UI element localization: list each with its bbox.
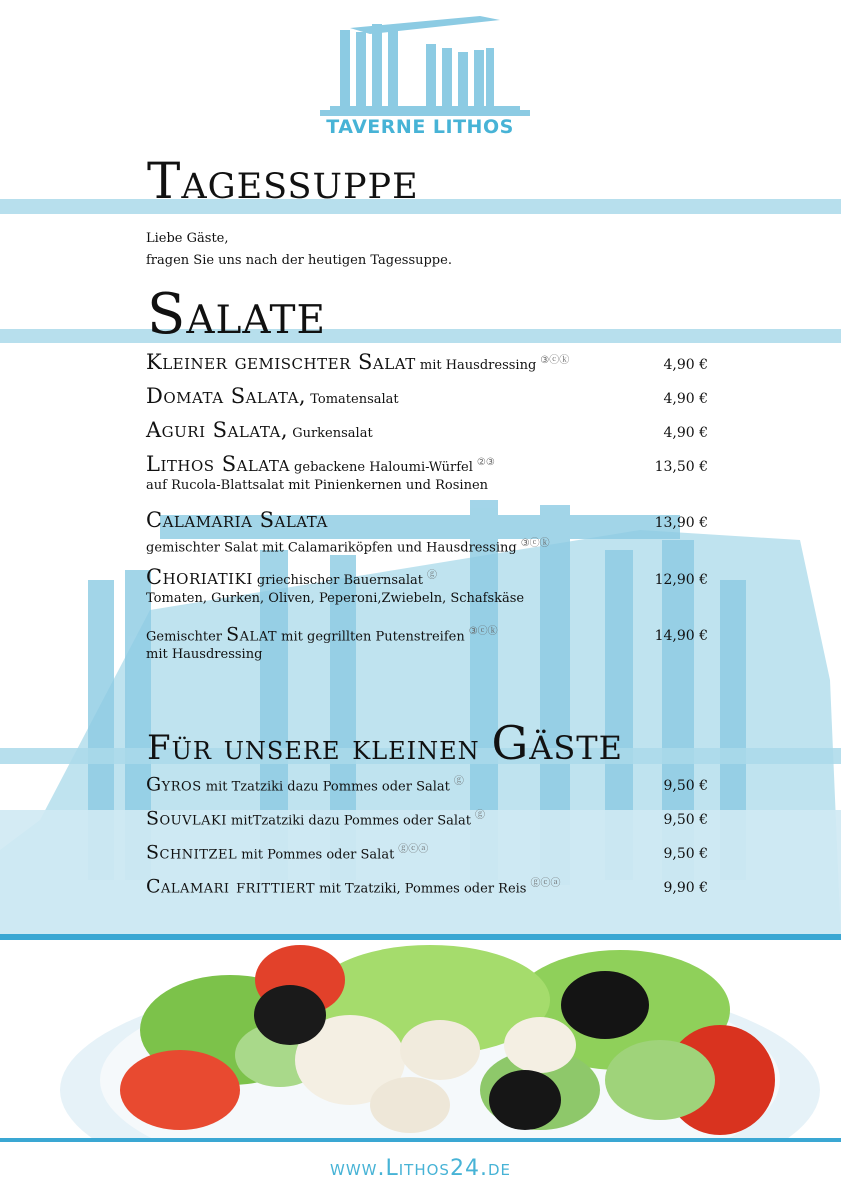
allergen-marks: ⓖ xyxy=(475,810,486,821)
item-name: Domata Salata, xyxy=(146,384,307,408)
item-description: mit gegrillten Putenstreifen xyxy=(277,629,465,645)
kids-item xyxy=(146,840,708,863)
item-name: Gyros xyxy=(146,773,202,796)
salad-item xyxy=(146,452,708,493)
kids-item xyxy=(146,772,708,795)
item-description: Gurkensalat xyxy=(288,426,373,441)
salads-heading: Salate xyxy=(147,282,326,347)
item-price: 9,50 € xyxy=(663,778,708,795)
salad-item xyxy=(146,384,708,408)
item-name: Choriatiki xyxy=(146,565,253,589)
salad-item xyxy=(146,508,708,555)
salad-item xyxy=(146,565,708,606)
soup-heading: Tagessuppe xyxy=(147,152,419,210)
item-description: Tomatensalat xyxy=(306,392,399,407)
item-price: 14,90 € xyxy=(654,628,708,645)
item-description: gebackene Haloumi-Würfel xyxy=(289,460,473,475)
item-description-line2: mit Hausdressing xyxy=(146,647,263,663)
allergen-marks: ⓖ xyxy=(453,776,464,787)
item-price: 4,90 € xyxy=(663,425,708,441)
allergen-marks: ②③ xyxy=(476,456,495,468)
item-description-line2: Tomaten, Gurken, Oliven, Peperoni,Zwiebeln, Schafskäse xyxy=(146,591,525,606)
website-url[interactable]: www.Lithos24.de xyxy=(330,1156,511,1181)
kids-item xyxy=(146,874,708,897)
item-name: Schnitzel xyxy=(146,841,238,864)
allergen-marks: ③ⓒⓚ xyxy=(468,626,498,637)
item-price: 9,50 € xyxy=(663,812,708,829)
item-price: 13,50 € xyxy=(654,459,708,475)
item-name: Kleiner gemischter Salat xyxy=(146,350,416,374)
item-description: mitTzatziki dazu Pommes oder Salat xyxy=(226,813,472,829)
soup-greeting: Liebe Gäste, xyxy=(146,231,229,246)
item-description: mit Tzatziki, Pommes oder Reis xyxy=(315,881,527,897)
item-name: Salat xyxy=(226,623,278,646)
salad-item xyxy=(146,622,708,662)
item-price: 4,90 € xyxy=(663,357,708,373)
kids-heading xyxy=(147,716,623,770)
header-band xyxy=(0,199,841,214)
salad-item xyxy=(146,418,708,442)
kids-heading-small: Für unsere kleinen xyxy=(147,728,480,768)
item-price: 13,90 € xyxy=(654,515,708,531)
kids-item xyxy=(146,806,708,829)
allergen-marks: ③ⓒⓚ xyxy=(520,538,550,549)
allergen-marks: ⓖⓒⓐ xyxy=(530,878,561,889)
item-name: Calamari frittiert xyxy=(146,875,315,898)
kids-heading-big: Gäste xyxy=(491,716,623,770)
item-price: 9,90 € xyxy=(663,880,708,897)
allergen-marks: ⓖⓒⓐ xyxy=(398,844,429,855)
item-description: mit Tzatziki dazu Pommes oder Salat xyxy=(201,779,450,795)
greek-salad-photo xyxy=(0,940,841,1138)
allergen-marks: ③ⓒⓚ xyxy=(540,354,570,366)
item-name: Aguri Salata, xyxy=(146,418,289,442)
item-name: Lithos Salata xyxy=(146,452,290,476)
salad-item xyxy=(146,350,708,374)
item-prefix: Gemischter xyxy=(146,629,227,645)
salad-band xyxy=(0,329,841,343)
item-price: 12,90 € xyxy=(654,572,708,588)
item-description-line2: auf Rucola-Blattsalat mit Pinienkernen und Rosinen xyxy=(146,478,489,493)
item-price: 4,90 € xyxy=(663,391,708,407)
soup-text: fragen Sie uns nach der heutigen Tagessuppe. xyxy=(146,253,452,268)
item-description: mit Hausdressing xyxy=(415,358,537,373)
brand-logo-text: TAVERNE LITHOS xyxy=(326,116,514,138)
item-name: Calamaria Salata xyxy=(146,508,328,532)
item-description-line2: gemischter Salat mit Calamariköpfen und Hausdressing xyxy=(146,540,517,556)
item-description: griechischer Bauernsalat xyxy=(252,573,423,588)
item-name: Souvlaki xyxy=(146,807,227,830)
soup-intro xyxy=(146,228,452,272)
item-description: mit Pommes oder Salat xyxy=(237,847,395,863)
allergen-marks: ⓖ xyxy=(426,569,437,581)
item-price: 9,50 € xyxy=(663,846,708,863)
